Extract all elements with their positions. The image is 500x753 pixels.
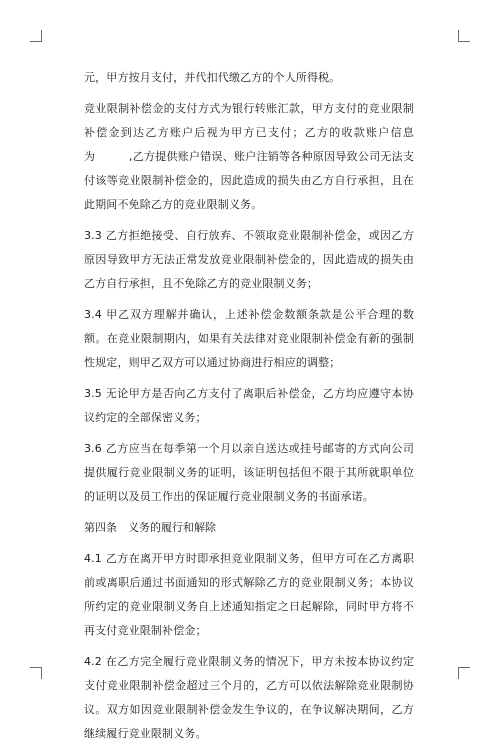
paragraph-4-1: 4.1 乙方在离开甲方时即承担竞业限制义务，但甲方可在乙方离职前或离职后通过书面通知的形式解除乙方的竞业限制义务；本协议所约定的竞业限制义务自上述通知指定之日起解除，同时甲方将不再支付竞业限制补偿金；	[84, 552, 414, 637]
paragraph-3-3: 3.3 乙方拒绝接受、自行放弃、不领取竞业限制补偿金，或因乙方原因导致甲方无法正常发放竞业限制补偿金的，因此造成的损失由乙方自行承担，且不免除乙方的竞业限制义务；	[84, 229, 414, 290]
page-corner-mark-top-right	[458, 30, 470, 42]
paragraph-4-2: 4.2 在乙方完全履行竞业限制义务的情况下，甲方未按本协议约定支付竞业限制补偿金超过三个月的，乙方可以依法解除竞业限制协议。双方如因竞业限制补偿金发生争议的，在争议解决期间，乙方继续履行竞业限制义务。	[84, 655, 414, 740]
document-body	[84, 66, 414, 753]
paragraph-payment-method: 竞业限制补偿金的支付方式为银行转账汇款，甲方支付的竞业限制补偿金到达乙方账户后视为甲方已支付；乙方的收款账户信息为 ,乙方提供账户错误、账户注销等各种原因导致公司无法支付该等竞业限制补偿金的，因此造成的损失由乙方自行承担，且在此期间不免除乙方的竞业限制义务。	[84, 102, 414, 211]
paragraph-3-6: 3.6 乙方应当在每季第一个月以亲自送达或挂号邮寄的方式向公司提供履行竞业限制义务的证明，该证明包括但不限于其所就职单位的证明以及员工作出的保证履行竞业限制义务的书面承诺。	[84, 442, 414, 503]
page-corner-mark-top-left	[30, 30, 42, 42]
page-corner-mark-bottom-left	[30, 667, 42, 679]
page-corner-mark-bottom-right	[458, 667, 470, 679]
section-heading-article-4: 第四条 义务的履行和解除	[84, 521, 216, 534]
paragraph-payment-tax: 元，甲方按月支付，并代扣代缴乙方的个人所得税。	[84, 71, 341, 84]
paragraph-3-5: 3.5 无论甲方是否向乙方支付了离职后补偿金，乙方均应遵守本协议约定的全部保密义务；	[84, 387, 414, 424]
paragraph-3-4: 3.4 甲乙双方理解并确认，上述补偿金数额条款是公平合理的数额。在竞业限制期内，如果有关法律对竞业限制补偿金有新的强制性规定，则甲乙双方可以通过协商进行相应的调整；	[84, 308, 414, 369]
